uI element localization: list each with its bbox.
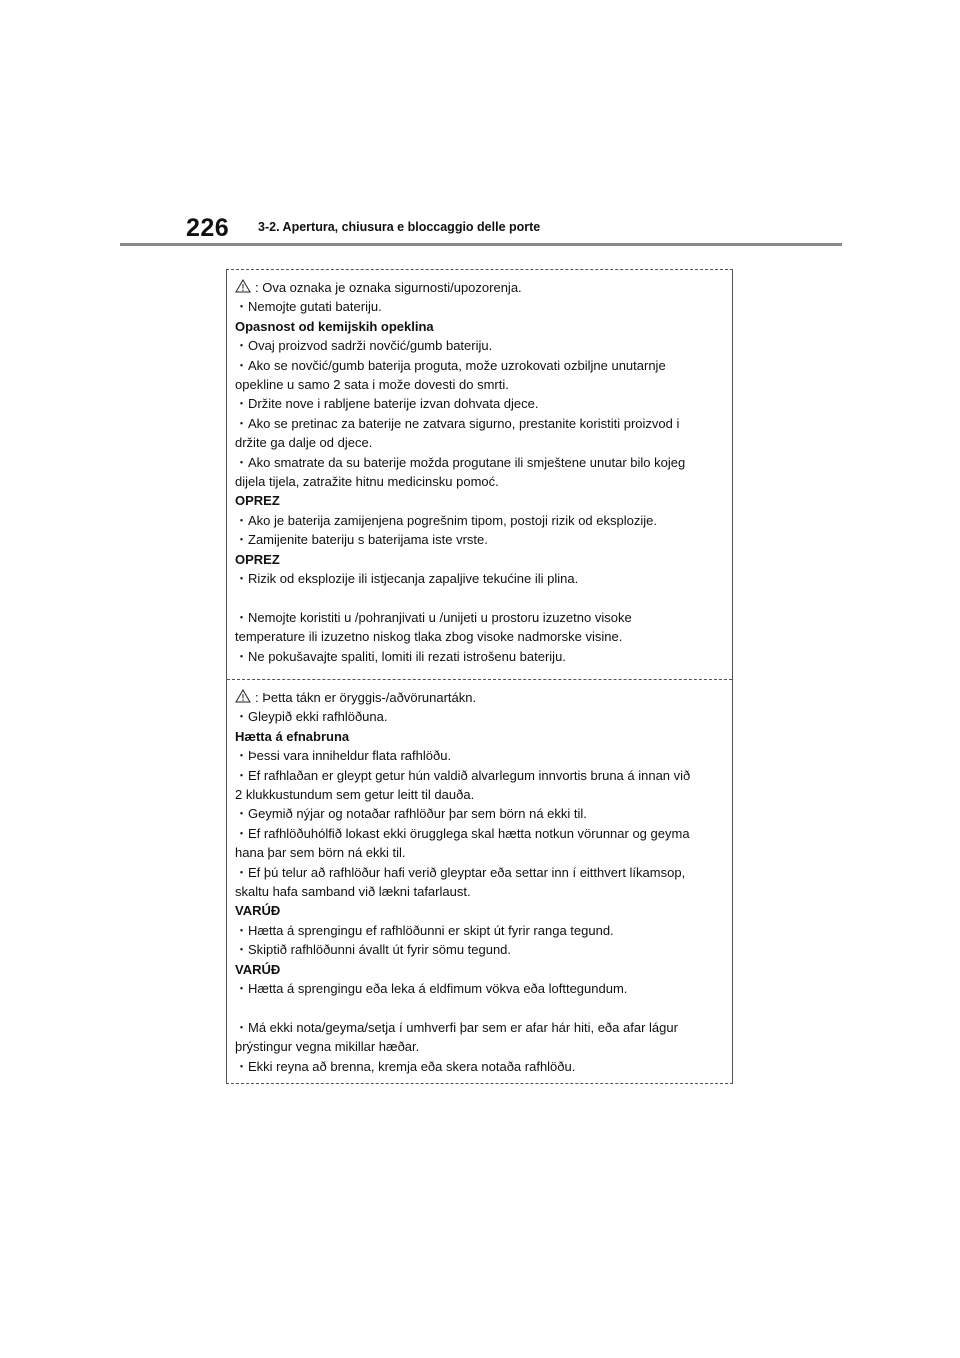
- text-line: ・Zamijenite bateriju s baterijama iste vrste.: [235, 532, 488, 548]
- text-line: držite ga dalje od djece.: [235, 435, 373, 451]
- warning-box: [226, 269, 733, 1084]
- text-line: ・Nemojte koristiti u /pohranjivati u /unijeti u prostoru izuzetno visoke: [235, 609, 632, 625]
- croatian-warning-block: [235, 278, 725, 666]
- text-line: ・Ako je baterija zamijenjena pogrešnim tipom, postoji rizik od eksplozije.: [235, 512, 657, 528]
- text-line: ・Ovaj proizvod sadrži novčić/gumb bateriju.: [235, 338, 493, 354]
- text-line: dijela tijela, zatražite hitnu medicinsku pomoć.: [235, 474, 499, 490]
- caution-heading: OPREZ: [235, 551, 280, 567]
- text-line: ・Rizik od eksplozije ili istjecanja zapaljive tekućine ili plina.: [235, 571, 579, 587]
- caution-heading: VARÚÐ: [235, 903, 281, 919]
- text-line: ・Hætta á sprengingu eða leka á eldfimum vökva eða lofttegundum.: [235, 981, 628, 997]
- section-title: 3-2. Apertura, chiusura e bloccaggio delle porte: [258, 220, 541, 234]
- text-line: ・Skiptið rafhlöðunni ávallt út fyrir sömu tegund.: [235, 942, 512, 958]
- text-line: ・Gleypið ekki rafhlöðuna.: [235, 709, 388, 725]
- subheading: Opasnost od kemijskih opeklina: [235, 318, 434, 334]
- text-line: ・Nemojte gutati bateriju.: [235, 299, 382, 315]
- warning-triangle-icon: [235, 689, 251, 703]
- text-line: hana þar sem börn ná ekki til.: [235, 845, 406, 861]
- text-line: opekline u samo 2 sata i može dovesti do smrti.: [235, 377, 509, 393]
- warning-triangle-icon: [235, 279, 251, 293]
- text-line: skaltu hafa samband við lækni tafarlaust.: [235, 884, 471, 900]
- text-line: ・Ako smatrate da su baterije možda progutane ili smještene unutar bilo kojeg: [235, 454, 686, 470]
- text-line: ・Ako se pretinac za baterije ne zatvara sigurno, prestanite koristiti proizvod i: [235, 415, 680, 431]
- box-divider: [227, 679, 732, 680]
- blank-line: [235, 589, 725, 608]
- text-line: ・Ef rafhlöðuhólfið lokast ekki örugglega skal hætta notkun vörunnar og geyma: [235, 825, 690, 841]
- text-line: [235, 688, 725, 707]
- caution-heading: OPREZ: [235, 493, 280, 509]
- text-line: ・Má ekki nota/geyma/setja í umhverfi þar sem er afar hár hiti, eða afar lágur: [235, 1019, 678, 1035]
- text-line: ・Geymið nýjar og notaðar rafhlöður þar sem börn ná ekki til.: [235, 806, 587, 822]
- text-line: temperature ili izuzetno niskog tlaka zbog visoke nadmorske visine.: [235, 629, 623, 645]
- text-line: ・Ef þú telur að rafhlöður hafi verið gleyptar eða settar inn í eitthvert líkamsop,: [235, 864, 686, 880]
- text-line: ・Ne pokušavajte spaliti, lomiti ili rezati istrošenu bateriju.: [235, 648, 566, 664]
- text-line: ・Ef rafhlaðan er gleypt getur hún valdið alvarlegum innvortis bruna á innan við: [235, 767, 691, 783]
- text-line: ・Hætta á sprengingu ef rafhlöðunni er skipt út fyrir ranga tegund.: [235, 922, 614, 938]
- text-line: ・Þessi vara inniheldur flata rafhlöðu.: [235, 748, 452, 764]
- icon-legend-text: : Ova oznaka je oznaka sigurnosti/upozorenja.: [255, 280, 522, 295]
- subheading: Hætta á efnabruna: [235, 728, 350, 744]
- blank-line: [235, 999, 725, 1018]
- text-line: ・Ako se novčić/gumb baterija proguta, može uzrokovati ozbiljne unutarnje: [235, 357, 666, 373]
- icelandic-warning-block: [235, 688, 725, 1076]
- header-rule: [120, 243, 842, 246]
- text-line: þrýstingur vegna mikillar hæðar.: [235, 1039, 420, 1055]
- icon-legend-text: : Þetta tákn er öryggis-/aðvörunartákn.: [255, 690, 477, 705]
- text-line: ・Držite nove i rabljene baterije izvan dohvata djece.: [235, 396, 539, 412]
- text-line: 2 klukkustundum sem getur leitt til dauða.: [235, 787, 475, 803]
- text-line: ・Ekki reyna að brenna, kremja eða skera notaða rafhlöðu.: [235, 1058, 576, 1074]
- text-line: [235, 278, 725, 297]
- caution-heading: VARÚÐ: [235, 961, 281, 977]
- page-number: 226: [186, 214, 230, 242]
